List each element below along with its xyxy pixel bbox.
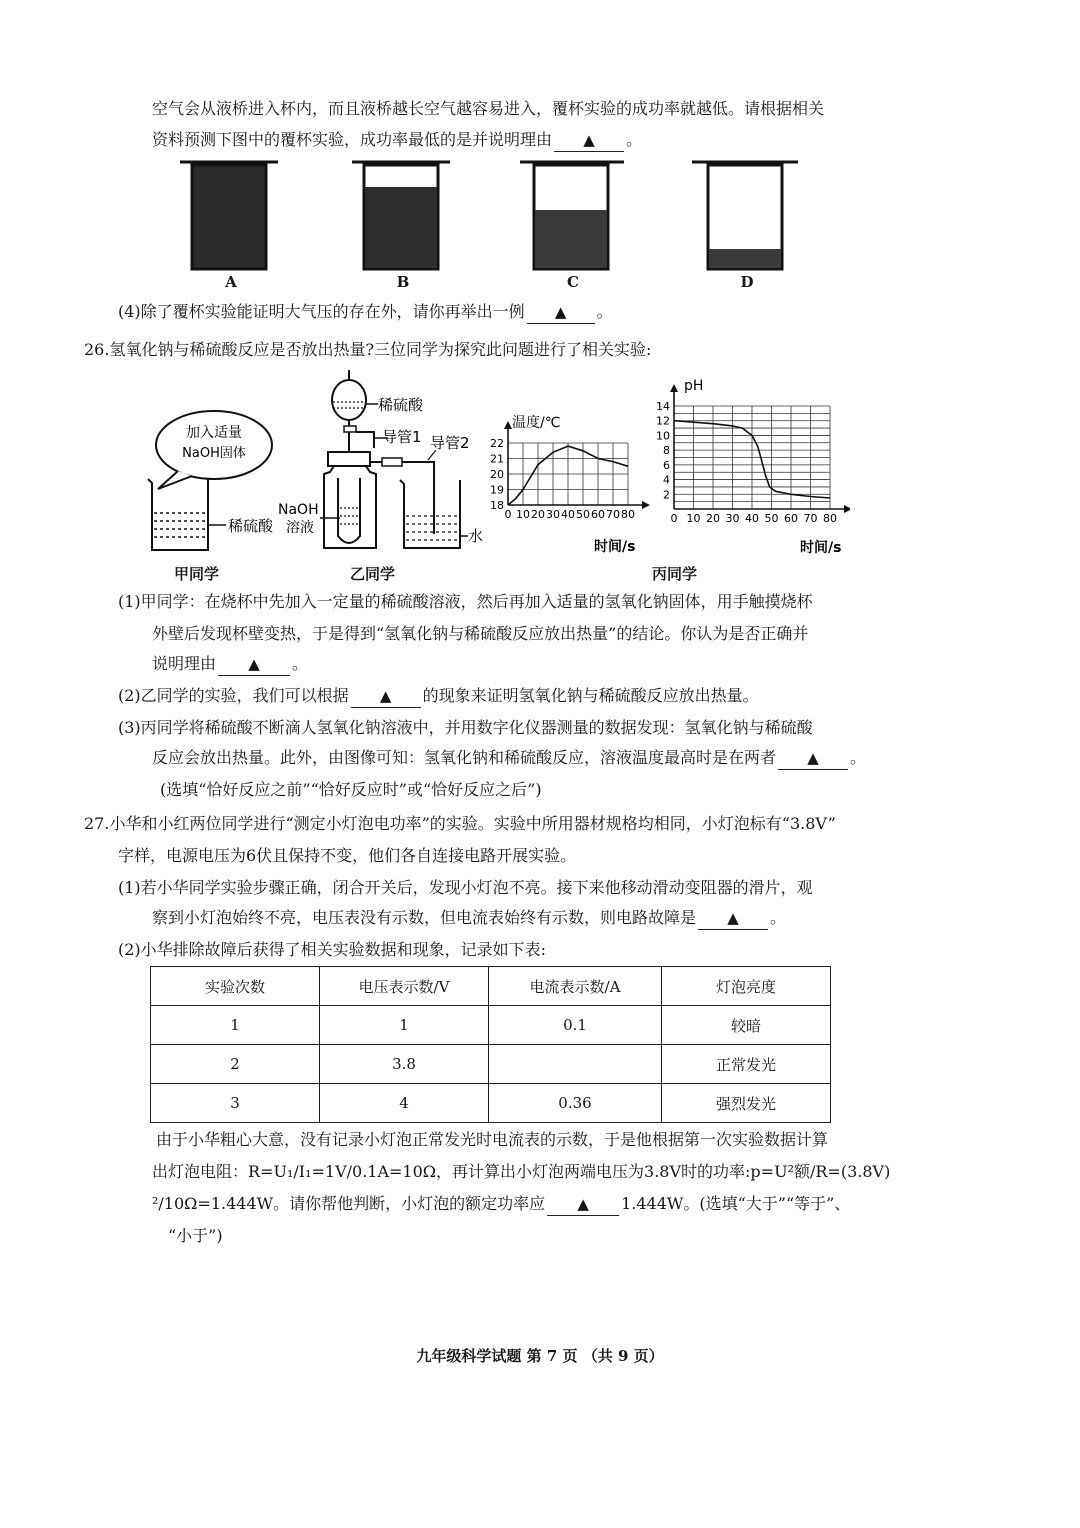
table-header: 电压表示数/V [320,967,489,1006]
answer-blank[interactable] [351,685,421,708]
y-tick-label: 14 [656,400,670,413]
cup-label-a: A [225,273,237,291]
q26-p1-line2: 外壁后发现杯壁变热，于是得到“氢氧化钠与稀硫酸反应放出热量”的结论。你认为是否正确并 [152,624,809,643]
q27-after-line3 [152,1190,850,1218]
q25-line2-text: 资料预测下图中的覆杯实验，成功率最低的是并说明理由 [152,130,553,149]
x-tick-label: 20 [706,512,720,525]
x-tick-label: 40 [745,512,759,525]
table-row [151,1084,831,1123]
q27-p1-line1: (1)若小华同学实验步骤正确，闭合开关后，发现小灯泡不亮。接下来他移动滑动变阻器的滑片，观 [118,878,813,897]
x-tick-label: 10 [516,508,530,521]
y-tick-label: 8 [663,444,670,458]
x-tick-label: 60 [784,512,798,525]
y-axis-label: 温度/℃ [512,415,561,431]
jia-beaker-figure [140,405,285,555]
answer-blank[interactable] [778,747,848,770]
blank-marker-icon: ▲ [577,1195,589,1213]
cup-label-d: D [740,273,754,291]
q27-after-line3-end: 1.444W。(选填“大于”“等于”、 [621,1194,851,1213]
q26-p2-text: (2)乙同学的实验，我们可以根据 [118,686,349,705]
q26-p1-line3-text: 说明理由 [152,654,217,673]
q25-part4 [118,298,613,326]
bubble-text-2: NaOH固体 [182,446,246,461]
y-tick-label: 6 [663,458,670,472]
bubble-text-1: 加入适量 [186,425,242,441]
y-tick-label: 18 [490,499,504,512]
table-cell: 2 [151,1045,320,1084]
table-cell: 较暗 [662,1006,831,1045]
q27-p1-line2 [152,904,786,932]
q27-stem-line1: 27.小华和小红两位同学进行“测定小灯泡电功率”的实验。实验中所用器材规格均相同，小灯泡标有“3.8V” [84,814,836,833]
table-cell: 1 [151,1006,320,1045]
blank-marker-icon: ▲ [379,687,392,705]
speech-bubble [156,411,272,479]
table-cell: 0.1 [489,1006,662,1045]
table-header: 电流表示数/A [489,967,662,1006]
q27-p1-line2-text: 察到小灯泡始终不亮，电压表没有示数，但电流表始终有示数，则电路故障是 [152,908,697,927]
y-axis-label: pH [684,378,704,394]
jia-acid-label: 稀硫酸 [228,517,274,535]
table-header: 灯泡亮度 [662,967,831,1006]
table-row [151,1045,831,1084]
q25-part4-text: (4)除了覆杯实验能证明大气压的存在外，请你再举出一例 [118,302,525,321]
q26-p1-line1: (1)甲同学：在烧杯中先加入一定量的稀硫酸溶液，然后再加入适量的氢氧化钠固体，用手触摸烧杯 [118,592,813,611]
beaker [148,479,208,550]
q27-after-line4: “小于”) [168,1226,223,1245]
y-tick-label: 12 [656,414,670,428]
q27-p2: (2)小华排除故障后获得了相关实验数据和现象，记录如下表: [118,940,547,959]
blank-marker-icon: ▲ [554,303,567,321]
yi-solution-label: 溶液 [286,520,314,536]
q26-p1-line3 [152,650,308,678]
x-tick-label: 0 [504,508,512,521]
x-tick-label: 30 [546,508,560,521]
y-tick-label: 20 [490,468,504,481]
x-axis-arrow [642,501,650,509]
q26-p3-line2 [152,744,866,772]
bing-caption: 丙同学 [652,565,698,583]
x-tick-label: 70 [606,508,620,521]
cup-experiment-figure [176,160,806,275]
table-cell: 1 [320,1006,489,1045]
table-cell: 4 [320,1084,489,1123]
yi-apparatus-figure [278,368,483,558]
test-tube [338,478,360,543]
table-header: 实验次数 [151,967,320,1006]
table-cell: 强烈发光 [662,1084,831,1123]
answer-blank[interactable] [218,653,290,676]
cup-b [352,162,450,269]
q25-line2-end: 。 [626,130,643,149]
blank-marker-icon: ▲ [727,909,739,927]
table-cell: 正常发光 [662,1045,831,1084]
yi-caption: 乙同学 [350,565,396,583]
cup-label-c: C [567,273,579,291]
yi-tube2-label: 导管2 [430,434,470,452]
answer-blank[interactable] [547,1193,619,1216]
x-tick-label: 0 [670,512,678,525]
q26-p1-line3-end: 。 [292,654,309,673]
q27-after-line2: 出灯泡电阻：R=U₁/I₁=1V/0.1A=10Ω，再计算出小灯泡两端电压为3.8V时的功率:p=U²额/R=(3.8V) [152,1162,891,1181]
cup-d [692,162,798,269]
yi-tube1-label: 导管1 [382,428,422,446]
blank-marker-icon: ▲ [248,655,260,673]
table-cell: 3.8 [320,1045,489,1084]
y-axis-arrow [504,421,512,429]
x-tick-label: 20 [531,508,545,521]
table-cell: 0.36 [489,1084,662,1123]
answer-blank[interactable] [527,301,595,324]
q25-part4-end: 。 [596,302,613,321]
q26-p2 [118,682,759,710]
x-tick-label: 80 [621,508,635,521]
x-tick-label: 80 [823,512,837,525]
q26-stem: 26.氢氧化钠与稀硫酸反应是否放出热量?三位同学为探究此问题进行了相关实验: [84,340,652,359]
x-tick-label: 50 [576,508,590,521]
q26-p3-line2-end: 。 [850,748,867,767]
q27-p1-line2-end: 。 [770,908,787,927]
q27-after-line1: 由于小华粗心大意，没有记录小灯泡正常发光时电流表的示数，于是他根据第一次实验数据计算 [156,1130,829,1149]
x-tick-label: 40 [561,508,575,521]
separatory-funnel [332,380,366,420]
x-tick-label: 60 [591,508,605,521]
y-tick-label: 22 [490,437,504,450]
x-axis-arrow [844,505,850,513]
y-tick-label: 4 [663,473,670,487]
y-tick-label: 2 [663,488,670,502]
x-axis-label: 时间/s [800,540,842,556]
q27-after-line3-text: ²/10Ω=1.444W。请你帮他判断，小灯泡的额定功率应 [152,1194,546,1213]
cup-label-b: B [396,273,410,291]
cup-c [520,162,624,269]
q26-p3-line1: (3)丙同学将稀硫酸不断滴人氢氧化钠溶液中，并用数字化仪器测量的数据发现：氢氧化钠与稀硫酸 [118,718,813,737]
y-tick-label: 10 [656,429,670,443]
x-tick-label: 10 [686,512,701,525]
table-header-row [151,967,831,1006]
x-tick-label: 50 [764,512,779,525]
q25-text-line1: 空气会从液桥进入杯内，而且液桥越长空气越容易进入，覆杯实验的成功率就越低。请根据相关 [152,99,825,118]
q26-p2-end: 的现象来证明氢氧化钠与稀硫酸反应放出热量。 [422,686,759,705]
y-tick-label: 21 [490,452,504,466]
table-row [151,1006,831,1045]
table-cell-empty [489,1045,662,1084]
q26-p3-line3: (选填“恰好反应之前”“恰好反应时”或“恰好反应之后”) [160,780,542,799]
temperature-chart [478,405,653,555]
yi-acid-label: 稀硫酸 [378,396,424,414]
q27-stem-line2: 字样，电源电压为6伏且保持不变，他们各自连接电路开展实验。 [118,846,577,865]
q26-p3-line2-text: 反应会放出热量。此外，由图像可知：氢氧化钠和稀硫酸反应，溶液温度最高时是在两者 [152,748,777,767]
yi-naoh-label: NaOH [278,502,319,518]
x-axis-label: 时间/s [594,539,636,555]
yi-water-label: 水 [468,527,483,545]
q25-text-line2 [152,126,642,154]
x-tick-label: 30 [725,512,740,525]
x-tick-label: 70 [803,512,818,525]
data-table [150,966,831,1123]
answer-blank[interactable] [698,907,768,930]
cup-a [180,162,278,269]
blank-marker-icon: ▲ [583,131,595,149]
blank-marker-icon: ▲ [807,749,819,767]
table-cell: 3 [151,1084,320,1123]
water-beaker [400,480,460,548]
ph-chart [650,372,850,557]
y-axis-arrow [670,384,678,392]
jia-caption: 甲同学 [174,565,220,583]
flask [324,466,376,548]
answer-blank[interactable] [554,129,624,152]
y-tick-label: 19 [490,483,504,497]
page-footer: 九年级科学试题 第 7 页 （共 9 页） [416,1347,664,1365]
